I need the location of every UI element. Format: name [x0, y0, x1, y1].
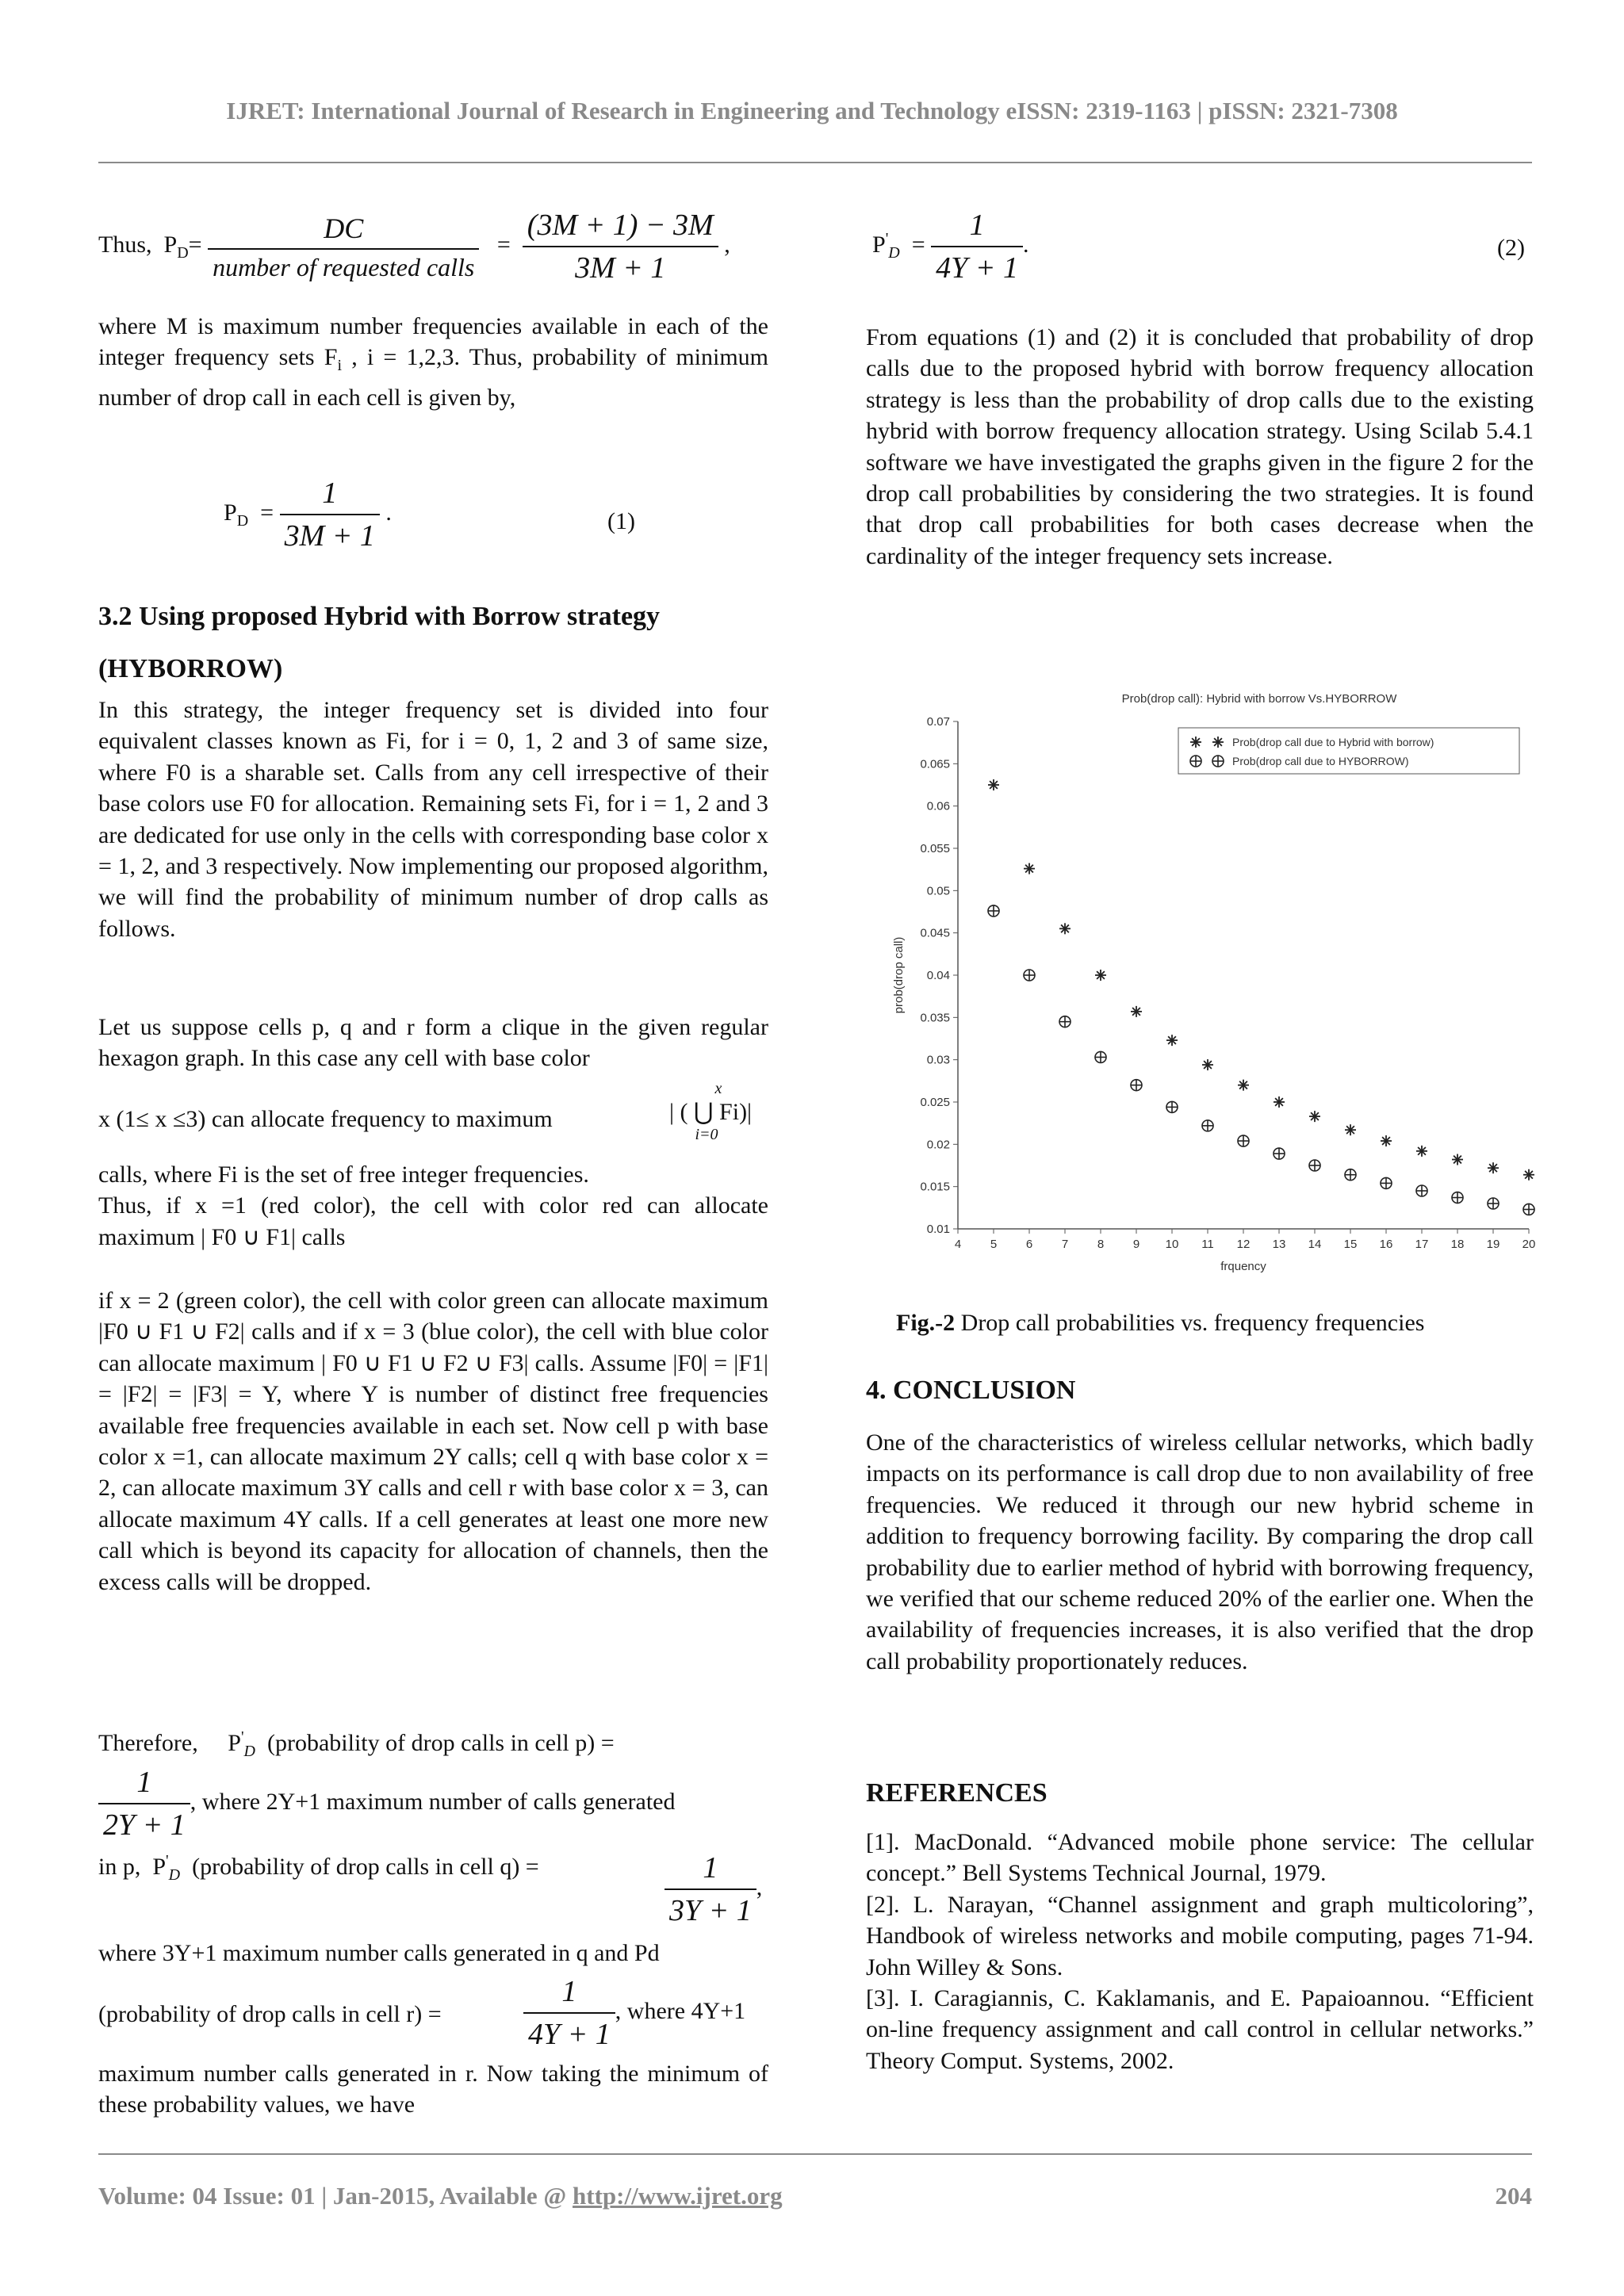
data-point-hybrid-borrow: [1059, 923, 1071, 934]
eq-4y: $\frac{1}{4Y + 1}$ , where 4Y+1: [523, 1974, 745, 2052]
y-tick-label: 0.06: [926, 799, 950, 813]
legend-label-hyborrow: Prob(drop call due to HYBORROW): [1232, 755, 1409, 767]
conclusion-title: 4. CONCLUSION: [866, 1376, 1076, 1405]
data-point-hyborrow: [1131, 1080, 1142, 1091]
x-tick-label: 18: [1450, 1238, 1465, 1251]
conclusion-body: One of the characteristics of wireless cellular networks, which badly impacts on its performance is call drop due to non availability of free frequencies. We reduced it through our new hybrid scheme in addition to frequency borrowing facility. By comparing the drop call probability due to earlier method of hybrid with borrowing frequency, we verified that our scheme reduced 20% of the earlier one. When the availability of frequencies increases, it is also verified that the drop call probability proportionately reduces.: [866, 1429, 1534, 1674]
left-para-1: where M is maximum number frequencies available in each of the integer frequency sets $F_i$ , i = 1,2,3. Thus, probability of minimum number of drop call in each cell is given by,: [98, 313, 768, 411]
drop-call-chart: [879, 682, 1538, 1284]
y-tick-label: 0.07: [926, 715, 950, 729]
references-title: REFERENCES: [866, 1778, 1048, 1808]
data-point-hyborrow: [1523, 1203, 1534, 1215]
data-point-hybrid-borrow: [1345, 1124, 1356, 1135]
y-tick-label: 0.055: [920, 842, 950, 855]
x-tick-label: 7: [1061, 1238, 1069, 1251]
data-point-hyborrow: [1452, 1192, 1463, 1203]
equation-2: $P'_D$ = $\frac{1}{4Y + 1}$ .: [872, 209, 1029, 285]
eq-4y-line: (probability of drop calls in cell r) =: [98, 2001, 442, 2027]
equation-1: $P_D$ = $\frac{1}{3M + 1}$ .: [224, 476, 392, 553]
equation-1-tag: (1): [607, 508, 635, 534]
data-point-hyborrow: [1095, 1051, 1106, 1062]
x-tick-label: 19: [1486, 1238, 1500, 1251]
eq-3y: $\frac{1}{3Y + 1}$ ,: [665, 1850, 762, 1928]
left-para-6: if x = 2 (green color), the cell with color green can allocate maximum |F0 ∪ F1 ∪ F2| calls and if x = 3 (blue color), the cell with blue color can allocate maximum | F0 ∪ F1 ∪ F2 ∪ F3| calls. Assume |F0| = |F1| = |F2| = |F3| = Y, where Y is number of distinct free frequencies available free frequencies available in each set. Now cell p with base color x =1, can allocate maximum 2Y calls; cell q with base color x = 2, can allocate maximum 3Y calls and cell r with base color x = 3, can allocate maximum 4Y calls. If a cell generates at least one more new call which is beyond its capacity for allocation of channels, then the excess calls will be dropped.: [98, 1288, 768, 1595]
data-point-hybrid-borrow: [1274, 1096, 1285, 1108]
dc-fraction: $\frac{DC}{\text{number of requested calls}}$: [208, 212, 479, 282]
legend-marker-hyborrow: [1212, 756, 1224, 767]
data-point-hybrid-borrow: [1238, 1080, 1249, 1091]
left-para-3b: x (1≤ x ≤3) can allocate frequency to maximum: [98, 1106, 553, 1132]
data-point-hyborrow: [1381, 1177, 1392, 1188]
data-point-hybrid-borrow: [1452, 1154, 1463, 1165]
data-point-hyborrow: [1488, 1198, 1499, 1209]
page-number: 204: [1495, 2182, 1532, 2210]
m-fraction: $\frac{(3M + 1) - 3M}{3M + 1}$: [523, 208, 718, 285]
x-tick-label: 5: [990, 1238, 998, 1251]
right-para-1: From equations (1) and (2) it is concluded that probability of drop calls due to the proposed hybrid with borrow frequency allocation strategy is less than the probability of drop calls due to the existing hybrid with borrow frequency allocation strategy. Using Scilab 5.4.1 software we have investigated the graphs given in the figure 2 for the drop call probabilities by considering the two strategies. It is found that drop call probabilities for both cases decrease when the cardinality of the integer frequency sets increase.: [866, 324, 1534, 569]
pd-dc-equation: Thus, $P_D=$ $\frac{DC}{\text{number of requested calls}}$ = $\frac{(3M + 1) - 3M}{3M + 1}$ ,: [98, 209, 730, 285]
left-para-7: Therefore, $P'_D$ (probability of drop calls in cell p) =: [98, 1728, 615, 1760]
y-tick-label: 0.05: [926, 884, 950, 898]
data-point-hyborrow: [988, 905, 999, 916]
legend-marker-hyborrow: [1190, 756, 1201, 767]
y-tick-label: 0.045: [920, 926, 950, 940]
x-tick-label: 10: [1165, 1238, 1179, 1251]
eq-2y: $\frac{1}{2Y + 1}$ , where 2Y+1 maximum number of calls generated: [98, 1765, 676, 1843]
x-tick-label: 17: [1415, 1238, 1429, 1251]
y-tick-label: 0.035: [920, 1011, 950, 1025]
journal-header: IJRET: International Journal of Research in Engineering and Technology eISSN: 2319-1163 | pISSN: 2321-7308: [226, 97, 1398, 124]
data-point-hybrid-borrow: [1202, 1059, 1213, 1070]
y-tick-label: 0.02: [926, 1138, 950, 1152]
data-point-hybrid-borrow: [1416, 1146, 1427, 1157]
y-tick-label: 0.025: [920, 1096, 950, 1109]
data-point-hybrid-borrow: [1523, 1169, 1534, 1181]
y-axis-label: prob(drop call): [892, 936, 906, 1014]
x-tick-label: 4: [954, 1238, 962, 1251]
data-point-hyborrow: [1274, 1148, 1285, 1159]
y-tick-label: 0.03: [926, 1053, 950, 1067]
eq-3y-line: in p, $P'_D$ (probability of drop calls in cell q) =: [98, 1852, 539, 1884]
x-tick-label: 9: [1132, 1238, 1140, 1251]
x-tick-label: 13: [1272, 1238, 1286, 1251]
reference-3: [3]. I. Caragiannis, C. Kaklamanis, and E. Papaioannou. “Efficient on-line frequency assignment and call control in cellular networks.” Theory Comput. Systems, 2002.: [866, 1985, 1534, 2074]
data-point-hyborrow: [1166, 1101, 1178, 1112]
y-tick-label: 0.04: [926, 969, 950, 982]
data-point-hyborrow: [1416, 1185, 1427, 1196]
chart-title: Prob(drop call): Hybrid with borrow Vs.HYBORROW: [1121, 692, 1397, 706]
left-para-2: In this strategy, the integer frequency set is divided into four equivalent classes known as Fi, for i = 0, 1, 2 and 3 of same size, where F0 is a sharable set. Calls from any cell irrespective of their base colors use F0 for allocation. Remaining sets Fi, for i = 1, 2 and 3 are dedicated for use only in the cells with corresponding base color x = 1, 2, and 3 respectively. Now implementing our proposed algorithm, we will find the probability of minimum number of drop calls as follows.: [98, 697, 768, 942]
data-point-hyborrow: [1238, 1135, 1249, 1146]
x-tick-label: 12: [1236, 1238, 1251, 1251]
x-tick-label: 11: [1201, 1238, 1214, 1251]
section-3-2-title: 3.2 Using proposed Hybrid with Borrow strategy (HYBORROW): [98, 602, 661, 683]
data-point-hyborrow: [1059, 1016, 1071, 1027]
left-para-9: where 3Y+1 maximum number calls generated in q and Pd: [98, 1940, 660, 1966]
figure-caption: Fig.-2 Drop call probabilities vs. frequency frequencies: [896, 1310, 1425, 1336]
x-tick-label: 14: [1308, 1238, 1322, 1251]
data-point-hyborrow: [1202, 1120, 1213, 1131]
footer-volume: Volume: 04 Issue: 01 | Jan-2015, Available @ http://www.ijret.org: [98, 2182, 783, 2210]
x-tick-label: 20: [1522, 1238, 1536, 1251]
data-point-hybrid-borrow: [1381, 1135, 1392, 1146]
y-tick-label: 0.015: [920, 1180, 950, 1194]
data-point-hyborrow: [1309, 1160, 1320, 1171]
data-point-hybrid-borrow: [1488, 1162, 1499, 1173]
data-point-hybrid-borrow: [1309, 1111, 1320, 1122]
thus-label: Thus,: [98, 231, 152, 258]
left-para-11: maximum number calls generated in r. Now taking the minimum of these probability values, we have: [98, 2061, 768, 2118]
reference-2: [2]. L. Narayan, “Channel assignment and graph multicoloring”, Handbook of wireless networks and mobile computing, pages 71-94. John Willey & Sons.: [866, 1891, 1534, 1980]
reference-1: [1]. MacDonald. “Advanced mobile phone service: The cellular concept.” Bell Systems Technical Journal, 1979.: [866, 1829, 1534, 1887]
data-point-hybrid-borrow: [1166, 1035, 1178, 1046]
x-tick-label: 6: [1025, 1238, 1033, 1251]
journal-link[interactable]: http://www.ijret.org: [573, 2182, 783, 2210]
x-axis-label: frquency: [1220, 1260, 1266, 1273]
data-point-hybrid-borrow: [1095, 970, 1106, 981]
union-expression: x | ( ⋃ Fi)| i=0: [668, 1080, 753, 1143]
left-para-3: Let us suppose cells p, q and r form a clique in the given regular hexagon graph. In this case any cell with base color: [98, 1014, 768, 1072]
pd-label: $P_D=$: [163, 231, 202, 262]
x-tick-label: 15: [1343, 1238, 1358, 1251]
references-list: [866, 1827, 1534, 2076]
left-para-4: calls, where Fi is the set of free integer frequencies. Thus, if x =1 (red color), the cell with color red can allocate maximum | F0 ∪ F1| calls: [98, 1161, 768, 1250]
data-point-hyborrow: [1345, 1169, 1356, 1181]
data-point-hybrid-borrow: [1024, 863, 1035, 874]
data-point-hyborrow: [1024, 970, 1035, 981]
footer-rule: [98, 2153, 1532, 2155]
data-point-hybrid-borrow: [988, 779, 999, 790]
equation-2-tag: (2): [1497, 235, 1525, 261]
header-rule: [98, 162, 1532, 163]
chart-svg: [879, 682, 1538, 1284]
y-tick-label: 0.01: [926, 1223, 950, 1236]
data-point-hybrid-borrow: [1131, 1006, 1142, 1017]
x-tick-label: 8: [1097, 1238, 1105, 1251]
legend-label-hybrid-borrow: Prob(drop call due to Hybrid with borrow): [1232, 736, 1434, 748]
y-tick-label: 0.065: [920, 757, 950, 771]
x-tick-label: 16: [1379, 1238, 1393, 1251]
